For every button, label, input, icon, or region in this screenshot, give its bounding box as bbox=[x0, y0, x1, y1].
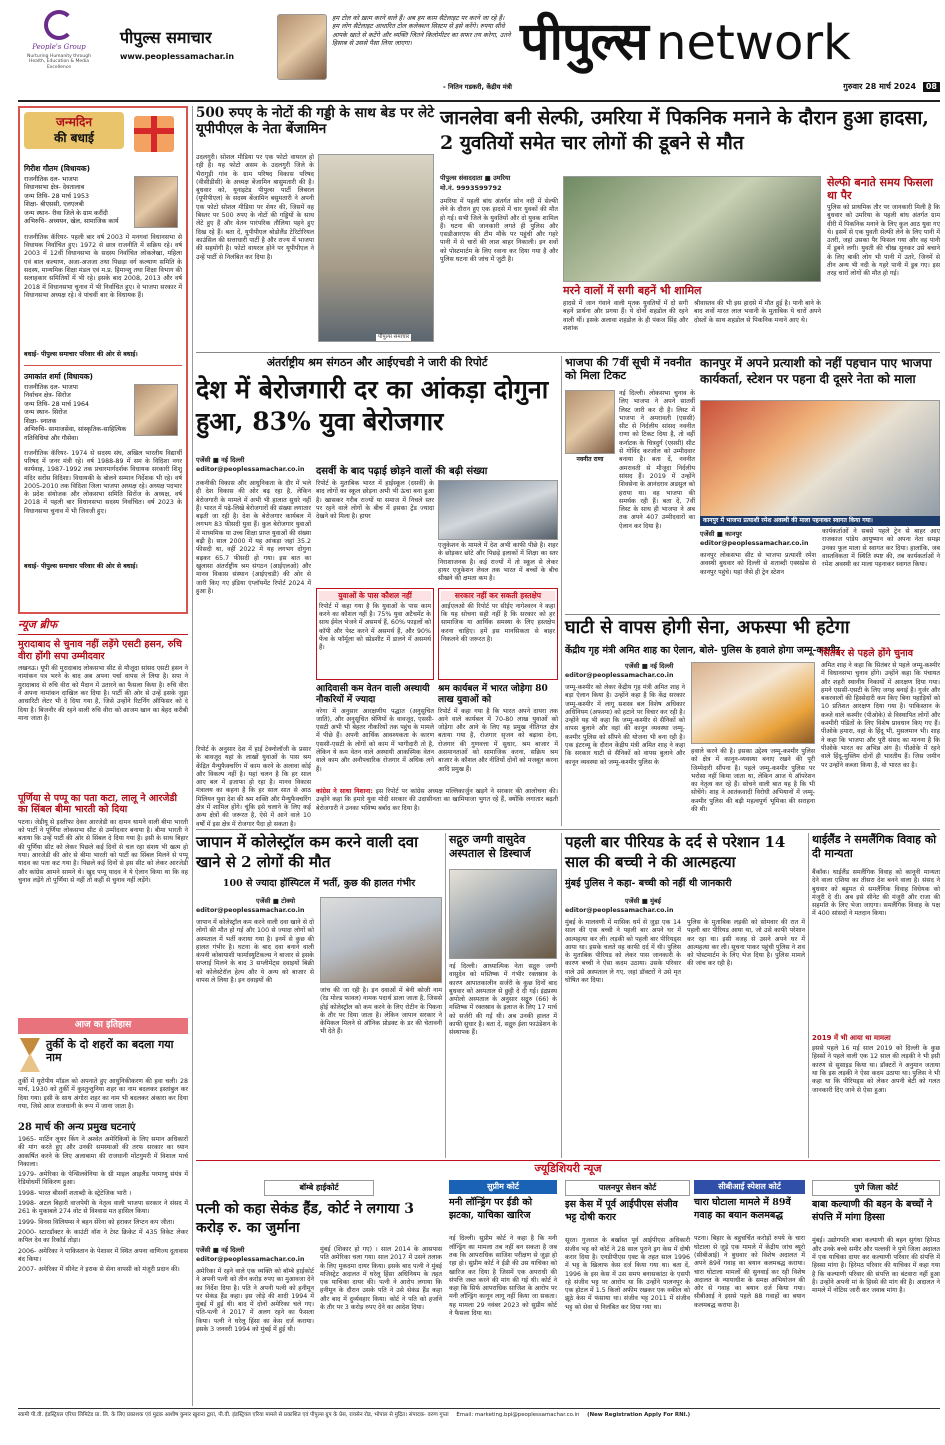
bombay-col2: मुंबई (शिकार हो गए) । साल 2014 के आसपास पति अमेरिका चला गया। साल 2017 में उसने तलाक के लिए मुकदमा दायर किया। इसके बाद पत्नी ने मुंबई मजिस्ट्रेट अदालत में घरेलू हिंसा अधिनियम के तहत एक याचिका दायर की। पत्नी ने आरोप लगाया कि हनीमून के दौरान उसके पति ने उसे सेकंड हैंड कहा और बाद में दुर्व्यवहार किया। कोर्ट ने पति को हर्जाने के तौर पर 3 करोड़ रुपए देने का आदेश दिया। bbox=[320, 1246, 442, 1312]
cholesterol-col1: जापान में कोलेस्ट्रॉल कम करने वाली दवा खाने से दो लोगों की मौत हो गई और 100 से ज्यादा लोगों को अस्पताल में भर्ती कराया गया है। इनमें से कुछ की हालत गंभीर है। घटना के बाद दवा बनाने वाली कंपनी कोबायाशी फार्मास्युटिकल्स ने बाजार से इसके सप्लाई मिलने के बाद 3 सप्लीमेंट्स दवाइयों बिक्री को कोलेस्टेरॉल हेल्प और ये अन्य को बाजार से वापस ले लिया है। इन दवाइयों की bbox=[196, 919, 314, 985]
brief-item-1-title: मुरादाबाद से चुनाव नहीं लड़ेंगे एसटी हसन, रुचि वीरा होंगी सपा उम्मीदवार bbox=[18, 639, 182, 662]
tribal-box-body: नरेगा में अनुसार आरक्षणीय पद्धात (अनुसूचित जाति), और अनुसूचित श्रेणियों के वावजूद, एससी-एसटी अभी भी बेहतर नौकरियों तक पहुंच के मामले में पीछे हैं। अपनी आर्थिक आवश्यकता के कारण एससी-एसटी के लोगों को काम में भागीदारी तो है, लेकिन ये कम वेतन वाले अस्थायी आकस्मिक वेतन वाले काम और अनौपचारिक रोजगार में अधिक लगे हैं। bbox=[316, 707, 434, 773]
bombay-headline: पत्नी को कहा सेकंड हैंड, कोर्ट ने लगाया 3 करोड़ रु. का जुर्माना bbox=[196, 1201, 415, 1236]
uppl-headline: 500 रुपए के नोटों की गड्डी के साथ बेड पर लेटे यूपीपीएल के नेता बेंजामिन bbox=[196, 105, 435, 137]
group-name: People's Group bbox=[32, 43, 86, 51]
supreme-story bbox=[449, 1180, 557, 1405]
kashmir-side-body: अमित शाह ने कहा कि सितंबर से पहले जम्मू-कश्मीर में विधानसभा चुनाव होंगे। उन्होंने कहा कि पंचायत और शहरी स्थानीय निकायों में आरक्षण दिया गया। हमने एससी-एसटी के लिए जगह बनाई है। गुर्जर और बकरवालों की हिस्सेदारी कम किए बिना पहाड़ियों को 10 प्रतिशत आरक्षण दिया गया है। पाकिस्तान के कब्जे वाले कश्मीर (पीओके) से विस्थापित लोगों और कश्मीरी पंडितों के लिए विशेष प्रावधान किए गए हैं। पीओके हमारा, वहां के हिंदू भी, मुसलमान भी। शाह ने कहा कि भाजपा और पूरी संसद का मानना है कि पीओके भारत का अभिन्न अंग है। पीओके में रहने वाले हिंदू-मुस्लिम दोनों ही भारतीय हैं। जिस जमीन पर उन्होंने कब्जा किया है, वो भारत का है। bbox=[821, 662, 940, 769]
history-event: 2006- अमेरिका ने पाकिस्तान के पेशावर में स्थित अपना वाणिज्य दूतावास बंद किया। bbox=[18, 1247, 188, 1263]
supreme-tag: सुप्रीम कोर्ट bbox=[449, 1180, 557, 1194]
unemployment-story bbox=[196, 356, 558, 826]
network-title-en: network bbox=[656, 15, 851, 71]
hourglass-icon bbox=[20, 1038, 40, 1072]
p1-detail: विधानसभा क्षेत्र- देवतालाब bbox=[24, 184, 85, 192]
birthday-person1-bio: राजनीतिक कॅरियर- पहली बार वर्ष 2003 में मनगवां विधानसभा से विधायक निर्वाचित हुए। 1972 से छात्र राजनीति में सक्रिय रहे। वर्ष 2003 में 12वीं विधानसभा के सदस्य निर्वाचित लोकलेखा, महिला एवं बाल कल्याण, अजा-अजजा तथा पिछड़ा वर्ग कल्याण समिति के सदस्य, मान्यमिक शिक्षा मंडल एवं म.प्र. हिमान्शु तथा शिक्षा विभाग की सलाहकार समितियों में भी रहे। इसके बाद 2008, 2013 और वर्ष 2018 में विधानसभा चुनाव में भी निर्वाचित हुए। वे भाजपा सरकार में विधानसभा अध्यक्ष रहे। वे पांचवीं बार के विधायक हैं। bbox=[24, 233, 182, 299]
jaggi-body: नई दिल्ली। आध्यात्मिक नेता सद्गुरु जग्गी वासुदेव को मस्तिष्क में गंभीर रक्तस्राव के कारण आपातकालीन सर्जरी के कुछ दिनों बाद बुधवार को अस्पताल से छुट्टी दे दी गई। इंद्रप्रस्थ अपोलो अस्पताल के अनुसार सद्गुरु (66) के मस्तिष्क में रक्तस्राव के इलाज के लिए 17 मार्च को सर्जरी की गई थी। अब उनकी हालत में काफी सुधार है। बता दें, सद्गुरु ईशा फाउंडेशन के संस्थापक हैं। bbox=[449, 963, 557, 1037]
birthday-person2-name: उमाकांत शर्मा (विधायक) bbox=[24, 371, 93, 381]
news-brief-section bbox=[18, 618, 188, 1013]
cholesterol-subheadline: 100 से ज्यादा हॉस्पिटल में भर्ती, कुछ की हालत गंभीर bbox=[222, 878, 416, 889]
palanpur-story bbox=[565, 1180, 690, 1405]
footer bbox=[18, 1408, 940, 1440]
birthday-person1-photo bbox=[134, 176, 178, 228]
p1-detail: जन्म स्थान- रीवा जिले के ग्राम करौंदी bbox=[24, 209, 108, 217]
judiciary-header bbox=[196, 1160, 940, 1178]
palanpur-headline: इस केस में पूर्व आईपीएस संजीव भट्ट दोषी करार bbox=[565, 1199, 678, 1223]
kanpur-story bbox=[700, 356, 940, 612]
p2-detail: अभिरुचि- सामाजसेवा, सांस्कृतिक-साहित्यिक गतिविधियां और गौसेवा। bbox=[24, 426, 127, 442]
news-brief-label: न्यूज ब्रीफ bbox=[18, 618, 188, 635]
p2-detail: जन्म स्थान- सिरोंज bbox=[24, 409, 67, 417]
date-line bbox=[795, 82, 940, 96]
network-title bbox=[520, 8, 940, 92]
p2-detail: राजनीतिक दल- भाजपा bbox=[24, 383, 78, 391]
period-col1: मुंबई के मालवणी में मासिक धर्म से जुड़ा एक 14 साल की एक बच्ची ने पहली बार अपने घर में आत्महत्या कर ली। लड़की को पहली बार पीरियड्स आया था। इसके चलते वह काफी दर्द में थी। पुलिस के मुताबिक पीरियड को लेकर पास जानकारी के कारण बच्ची ने ऐसा कदम उठाया। उसके परिवार वाले उसे अस्पताल ले गए, जहां डॉक्टरों ने उसे मृत घोषित कर दिया। bbox=[565, 919, 681, 985]
uppl-story bbox=[196, 106, 436, 351]
workforce-box-body: रिपोर्ट में कहा गया है कि भारत अपने दायरा तक आने वाले कार्यबल में 70-80 लाख युवाओं को जोड़ेगा और आने के लिए यह प्रमुख नीतिगत क्षेत्र बताया गया है, रोजगार सृजन को बढ़ावा देना, रोजगार की गुणवत्ता में सुधार, श्रम बाजार में असमानताओं को सामाजिक करना, सक्रिय श्रम बाजार के कौशल और नीतियों दोनों को मजबूत करना आदि प्रमुख हैं। bbox=[438, 707, 558, 773]
birthday-banner-line2: की बधाई bbox=[54, 130, 94, 145]
issue-date: गुरुवार 28 मार्च 2024 bbox=[843, 82, 917, 91]
p1-detail: जन्म तिथि- 28 मार्च 1953 bbox=[24, 192, 90, 200]
selfie-story bbox=[440, 106, 940, 351]
history-label: आज का इतिहास bbox=[18, 1018, 188, 1034]
selfie-body: उमरिया में पहली बांध अंतर्गत सोन नदी में सेल्फी लेने के दौरान हुए एक हादसे में चार युवकों की मौत हो गई। सभी जिले के युवतियों और दो युवक शामिल हैं। घटना की जानकारी लगते ही पुलिस और एसडीआरएफ की टीम मौके पर पहुंची और गहरे पानी में से चारों की लाश बाहर निकाली। इन शवों को पोस्टमार्टम के लिए रवाना कर दिया गया है और पुलिस घटना की जांच में जुटी है। bbox=[440, 198, 558, 264]
skills-box-body: रिपोर्ट में कहा गया है कि युवाओं के पास काम करने का कौशल नहीं है। 75% युवा अटैचमेंट के साथ ईमेल भेजने में असमर्थ हैं, 60% फाइलों को कॉपी और पेस्ट करने में असमर्थ हैं, और 90% फेंच के फॉर्मूला को स्प्रेडशीट में डालने में असमर्थ हैं। bbox=[319, 602, 431, 652]
kashmir-col2: हवाले करने की है। इसका उद्देश्य जम्मू-कश्मीर पुलिस को क्षेत्र में कानून-व्यवस्था बनाए रखने की पूरी जिम्मेदारी सौंपना है। पहले जम्मू-कश्मीर पुलिस पर भरोसा नहीं किया जाता था, लेकिन आज ये ऑपरेशन का नेतृत्व कर रहे हैं। सोचने वाली बात यह है कि भी सोचेंगे। शाह ने आतंकवादी विरोधी अभियानों में जम्मू-कश्मीर पुलिस की बढ़ी महत्वपूर्ण भूमिका की सराहना की थी। bbox=[691, 748, 815, 814]
period-col2: पुलिस के मुताबिक लड़की को सोमवार की रात में पहली बार पीरियड आया था, जो उसे काफी परेशान कर रहा था। इसी वजह से उसने अपने घर में आत्महत्या कर ली। सूचना पाकर पहुंची पुलिस ने शव को पोस्टमार्टम के लिए भेज दिया है। पुलिस मामले की जांच कर रही है। bbox=[687, 919, 805, 968]
pune-body: मुंबई। उद्योगपति बाबा कल्याणी की बहन सुगंधा हिरेमठ और उनके बच्चे समीर और पल्लवी ने पुणे जिला अदालत में एक याचिका दायर कर कल्याणी परिवार की संपत्ति में हिस्सा मांगा है। हिरेमठ परिवार की याचिका में कहा गया है कि कल्याणी परिवार की संपत्ति का बंटवारा नहीं हुआ है। उन्होंने अपनी मां के हिस्से की मांग की है। अदालत ने मामले में नोटिस जारी कर जवाब मांगा है। bbox=[812, 1237, 940, 1295]
unemployment-subheadline: दसवीं के बाद पढ़ाई छोड़ने वालों की बढ़ी संख्या bbox=[316, 466, 488, 477]
p1-detail: शिक्षा- बीएससी, एलएलबी bbox=[24, 201, 84, 209]
selfie-side-title: सेल्फी बनाते समय फिसला था पैर bbox=[827, 176, 933, 203]
navneet-body: नई दिल्ली। लोकसभा चुनाव के लिए भाजपा ने अपने सातवीं लिस्ट जारी कर दी है। लिस्ट में भाजपा ने अमरावती (एससी) सीट से निर्दलीय सांसद नवनीत राणा को टिकट दिया है, तो वहीं कर्नाटक के चित्रदुर्ग (एससी) सीट से गोविंद करजोल को उम्मीदवार बनाया है। बता दें, नवनीत अमरावती से मौजूदा निर्दलीय सांसद हैं। 2019 में उन्होंने शिवसेना के आनंदराव अडसुल को हराया था। वह भाजपा की समर्थक रही हैं। बता दें, 7वीं लिस्ट के साथ ही भाजपा ने अब तक अपने 407 उम्मीदवारों का ऐलान कर दिया है। bbox=[619, 390, 695, 530]
thailand-body: इससे पहले 16 मई साल 2019 को दिल्ली के कुछ हिस्सों ने पहले वाली एक 12 साल की लड़की ने भी इसी कारण से सुसाइड किया था। डॉक्टरों ने अनुमान जताया था कि इस लड़की ने ऐसा कदम उठाया था। पुलिस ने भी कहा था कि पीरियड्स को लेकर अपनी बेटी को गलत जानकारी दिए जाने से ऐसा हुआ। bbox=[812, 1045, 940, 1094]
kashmir-headline: घाटी से वापस होगी सेना, अफस्पा भी हटेगा bbox=[565, 617, 850, 638]
vertical-rule bbox=[561, 356, 562, 826]
selfie-side-body: पुलिस को प्राथमिक तौर पर जानकारी मिली है कि बुधवार को उमरिया के पहली बांध अंतर्गत ग्राम वीरी में पिकनिक मनाने के लिए कुल आठ युवा गए थे। इसमें से एक युवती सेल्फी लेने के लिए पानी में उतरी, जहां उसका पैर फिसल गया और वह पानी में डूबने लगी। युवती की चीख सुनकर उसे बचाने के लिए बाकी लोग भी पानी में उतरे, जिनमें से तीन अन्य भी नदी के गहरे पानी में डूब गए। इस तरह चारों लोगों की मौत हो गई। bbox=[827, 204, 940, 278]
period-byline: एजेंसी ■ मुंबई bbox=[625, 897, 661, 905]
jaggi-headline: सद्गुरु जग्गी वासुदेव अस्पताल से डिस्चार्ज bbox=[449, 833, 531, 861]
pune-tag: पुणे जिला कोर्ट bbox=[812, 1180, 940, 1196]
history-events bbox=[18, 1136, 188, 1398]
navneet-photo bbox=[565, 390, 615, 454]
history-event: 1965- मार्टिन लूथर किंग ने अश्वेत अमेरिकियों के लिए समान अधिकारों की मांग करते हुए और उनकी समस्याओं की तरफ सरकार का ध्यान आकर्षित करने के लिए अलाबामा की राजधानी मोंटगुमरी में विशाल मार्च निकाला। bbox=[18, 1136, 188, 1168]
period-headline: पहली बार पीरियड के दर्द से परेशान 14 साल की बच्ची ने की आत्महत्या bbox=[565, 833, 786, 871]
congress-label: कांग्रेस ने साधा निशाना: bbox=[316, 788, 373, 795]
bombay-byline: एजेंसी ■ नई दिल्ली bbox=[196, 1246, 245, 1254]
cholesterol-col2: जांच की जा रही है। इन दवाओं में बेनी कोजी नाम (रेड मोल्ड फावल) नामक पदार्थ डाला जाता है, जिससे होई कोलेस्ट्रॉल को कम करने के लिए रोटीन के पिकना के तौर पर दिया जाता है। लेकिन जापान सरकार ने केमिकल मिलने से ऑनिक प्रोडक्ट के डर की चेतावनी भी देते हैं। bbox=[320, 987, 442, 1036]
selfie-byline: पीपुल्स संवाददाता ■ उमरिया bbox=[440, 174, 511, 182]
p1-detail: अभिरुचि- अध्ययन, खेल, सामाजिक कार्य bbox=[24, 218, 119, 226]
unemployment-photo bbox=[438, 480, 558, 540]
cholesterol-photo bbox=[320, 897, 442, 983]
workforce-box bbox=[438, 684, 558, 784]
history-intro: तुर्की में यूरोपीय मॉडल को अपनाते हुए आधुनिकीकरण की हवा चली। 28 मार्च, 1930 को तुर्की में कुस्तुन्तुनिया शहर का नाम बदलकर इस्तांबुल कर दिया गया। इसी के साथ अंगोरा शहर का नाम भी बदलकर अंकारा कर दिया गया, जिसे आज राजधानी के रूप में जाना जाता है। bbox=[18, 1078, 188, 1110]
kanpur-headline: कानपुर में अपने प्रत्याशी को नहीं पहचान पाए भाजपा कार्यकर्ता, स्टेशन पर पहना दी दूसरे नेता को माला bbox=[700, 356, 932, 386]
kanpur-byline: एजेंसी ■ कानपुर bbox=[700, 530, 742, 538]
cholesterol-email: editor@peoplessamachar.co.in bbox=[196, 907, 305, 914]
kanpur-body-left: कानपुर लोकसभा सीट से भाजपा प्रत्याशी रमेश अवस्थी बुधवार को दिल्ली से शताब्दी एक्सप्रेस से कानपुर पहुंचे। यहां जैसे ही ट्रेन स्टेशन bbox=[700, 552, 816, 576]
birthday-person2-details bbox=[24, 384, 134, 444]
pune-headline: बाबा कल्याणी की बहन के बच्चों ने संपत्ति में मांगा हिस्सा bbox=[812, 1199, 933, 1223]
uppl-photo-credit: पीपुल्स समाचार bbox=[378, 334, 410, 340]
kanpur-photo-caption: कानपुर में भाजपा प्रत्याशी रमेश अवस्थी की माला पहनाकर स्वागत किया गया। bbox=[700, 516, 940, 526]
jaggi-story bbox=[449, 833, 557, 1158]
thailand-lower-text bbox=[812, 1034, 940, 1158]
history-others-title: 28 मार्च की अन्य प्रमुख घटनाएं bbox=[18, 1122, 136, 1133]
p1-detail: राजनीतिक दल- भाजपा bbox=[24, 175, 78, 183]
kashmir-byline: एजेंसी ■ नई दिल्ली bbox=[625, 662, 674, 670]
history-event: 1999- विनस विलियम्स ने बहन सेरेना को हराकर लिप्टन कप जीता। bbox=[18, 1218, 175, 1226]
minister-photo bbox=[277, 14, 327, 80]
cbi-body: पटना। बिहार के बहुचर्चित करोड़ों रुपये के चारा घोटाला से जुड़े एक मामले में केंद्रीय जांच ब्यूरो (सीबीआई) ने बुधवार को विशेष अदालत में अपने 89वें गवाह का बयान कलमबद्ध कराया। चारा घोटाला मामलों की सुनवाई कर रही विशेष अदालत के न्यायाधीश के समक्ष अभियोजन की ओर से गवाह का बयान दर्ज किया गया। सीबीआई ने इससे पहले 88 गवाहों का बयान कलमबद्ध कराया है। bbox=[694, 1235, 805, 1309]
kashmir-story bbox=[565, 618, 940, 826]
vertical-rule-4 bbox=[808, 833, 809, 1158]
palanpur-tag: पालनपुर सेशन कोर्ट bbox=[565, 1180, 690, 1196]
paper-url: www.peoplessamachar.in bbox=[120, 51, 235, 61]
unemployment-col3-top: रिपोर्ट के मुताबिक भारत में हाईस्कूल (दसवीं) के बाद लोगों का स्कूल छोड़ना अभी भी ऊंचा बना हुआ है। खासकर गरीब राज्यों या समाज में निचले स्तर पर रहने वाले लोगों के बीच में इसका ट्रेंड ज्यादा देखने को मिला है। हायर bbox=[316, 480, 434, 521]
jaggi-photo bbox=[449, 869, 557, 959]
group-logo bbox=[24, 10, 94, 96]
brief-item-1-body: लखनऊ। यूपी की मुरादाबाद लोकसभा सीट से मौजूदा सांसद एसटी हसन ने नामांकन पत्र भरने के बाद अब अपना पर्चा वापस ले लिया है। सपा ने मुरादाबाद से रुचि वीरा को मैदान में उतारने का फैसला किया है। रुचि वीरा ने अपना नामांकन दाखिल कर दिया है। पार्टी की ओर से उन्हें इसके जुड़ा आधारिटी लेटर भी दे दिया गया है, जिसे उन्होंने रिटर्निंग ऑफिसर को दे दिया है। बिजनौर की रहने वाली रुचि वीरा को आजम खान का बेहद करीबी माना जाता है। bbox=[18, 665, 188, 722]
period-story bbox=[565, 833, 805, 1158]
history-event: 1979- अमेरिका के पेन्सिलवेनिया के थ्री माइल आइलैंड परमाणु संयंत्र में रेडियोधर्मी विकिरण हुआ। bbox=[18, 1171, 188, 1187]
thailand-body-top: बैंकॉक। थाईलैंड समलैंगिक विवाह को कानूनी मान्यता देने वाला एशिया का तीसरा देश बनने वाला है। संसद ने बुधवार को बहुमत से समलैंगिक विवाह विधेयक को मंजूरी दे दी। अब इसे सीनेट की मंजूरी और राजा की सहमति के लिए भेजा जाएगा। समलैंगिक विवाह के पक्ष में 400 सांसदों ने मतदान किया। bbox=[812, 869, 940, 918]
bombay-col1: अमेरिका में रहने वाले एक व्यक्ति को बॉम्बे हाईकोर्ट ने अपनी पत्नी को तीन करोड़ रुपए का मुआवजा देने का निर्देश दिया है। पति ने अपनी पत्नी को हनीमून पर सेकंड हैंड कहा। इस जोड़े की शादी 1994 में मुंबई में हुई थी। बाद में दोनों अमेरिका चले गए। पति-पत्नी ने 2017 में अलग रहने का फैसला किया। पत्नी ने घरेलू हिंसा का केस दर्ज कराया। इसके 3 जनवरी 1994 को मुंबई में हुई थी। bbox=[196, 1268, 314, 1334]
selfie-headline: जानलेवा बनी सेल्फी, उमरिया में पिकनिक मनाने के दौरान हुआ हादसा, 2 युवतियों समेत चार लोगों की डूबने से मौत bbox=[440, 107, 929, 154]
birthday-person1-wish: बधाई- पीपुल्स समाचार परिवार की ओर से बधाई। bbox=[24, 350, 138, 358]
supreme-body: नई दिल्ली। सुप्रीम कोर्ट ने कहा है कि मनी लॉन्ड्रिंग का मामला तब नहीं बन सकता है जब तक कि आपराधिक साजिश परीक्षण से जुड़ा हो रहा हो। सुप्रीम कोर्ट ने ईडी की उस याचिका को खारिज कर दिया है जिसमें एक अपराधी की संपत्ति जब्त करने की मांग की गई थी। कोर्ट ने कहा कि सिर्फ आपराधिक साजिश के आरोप पर मनी लॉन्ड्रिंग कानून लागू नहीं किया जा सकता। यह मामला 29 नवंबर 2023 को सुप्रीम कोर्ट ने फैसला दिया था। bbox=[449, 1235, 557, 1318]
palanpur-body: सूरत। गुजरात के बर्खास्त पूर्व आईपीएस अधिकारी संजीव भट्ट को कोर्ट ने 28 साल पुराने ड्रग केस में दोषी करार दिया है। एनडीपीएस एक्ट के तहत साल 1996 में भट्ट के खिलाफ केस दर्ज किया गया था। बता दें, 1996 के इस केस में उस समय बनासकांठा के एसपी रहे संजीव भट्ट पर आरोप था कि उन्होंने पालनपुर के एक होटल में 1.5 किलो अफीम रखकर एक वकील को झूठे केस में फंसाया था। संजीव भट्ट 2011 में संजीव भट्ट को सेवा से निलंबित कर दिया गया था। bbox=[565, 1237, 690, 1311]
history-event: 2000- स्टारडॉक्टर के काउंटी वॉश ने टेस्ट क्रिकेट में 435 विकेट लेकर कपिल देव का रिकॉर्ड तोड़ा। bbox=[18, 1228, 188, 1245]
judiciary-label: ज्यूडिशियरी न्यूज bbox=[526, 1162, 609, 1175]
section-rule-3 bbox=[196, 829, 940, 830]
birthday-section bbox=[18, 106, 188, 614]
thailand-headline: थाईलैंड ने समलैंगिक विवाह को दी मान्यता bbox=[812, 833, 937, 861]
govt-box-body: आईएलओ की रिपोर्ट पर सीईए नागेश्वरन ने कहा कि यह सोचना सही नहीं है कि सरकार को हर सामाजिक या आर्थिक समस्या के लिए हस्तक्षेप करना चाहिए। हमें इस मानसिकता से बाहर निकलने की जरूरत है। bbox=[441, 602, 555, 643]
tribal-box-title: आदिवासी कम वेतन वाली अस्थायी नौकरियों में ज्यादा bbox=[316, 684, 430, 705]
cholesterol-byline: एजेंसी ■ टोक्यो bbox=[256, 897, 296, 905]
masthead-rule bbox=[18, 100, 940, 102]
history-headline: तुर्की के दो शहरों का बदला गया नाम bbox=[46, 1038, 174, 1065]
unemployment-col2-lower: रिपोर्ट के अनुसार देश में हाई टेक्नोलॉजी के प्रसार के बावजूद यहां के लाखों युवाओं के पास श्रम केंद्रित मैन्युफैक्चरिंग में काम करने के अलावा कोई और विकल्प नहीं है। यहां चलन है कि हर साल आए बल में इजाफा हो रहा है। मानव विकास मंत्रालय का कहना है कि हर साल सात से आठ मिलियन युवा देश की श्रम शक्ति और मैन्युफैक्चरिंग क्षेत्र में शामिल होंगे। चूंकि इसे चलाने के लिए कई अन्य क्षेत्रों की जरूरत है, ऐसे में आने वाले 10 वर्षों में इस क्षेत्र में रोजगार पैदा हो सकता है। bbox=[196, 746, 311, 828]
navneet-story bbox=[565, 356, 695, 612]
unemployment-col1: तकनीकी विकास और आधुनिकता के दौर में भले ही देश विकास की ओर बढ़ रहा है, लेकिन बेरोजगारी के मामले में अभी भी हालात सुधरे नहीं हैं। भारत में पढ़े-लिखे बेरोजगारों की संख्या लगातार बढ़ती जा रही है। देश के बेरोजगार कार्यबल में लगभग 83 फीसदी युवा हैं। कुल बेरोजगार युवाओं में माध्यमिक या उच्च शिक्षा प्राप्त युवाओं की संख्या बढ़ी है। साल 2000 में यह आंकड़ा जहां 35.2 फीसदी था, वहीं 2022 में यह लगभग दोगुना बढ़कर 65.7 फीसदी हो गया। इस बात का खुलासा अंतर्राष्ट्रीय श्रम संगठन (आईएलओ) और मानव विकास संस्थान (आईएचडी) की ओर से जारी किए गए इंडिया एंप्लॉयमेंट रिपोर्ट 2024 में हुआ है। bbox=[196, 480, 311, 595]
navneet-caption: नवनीत राणा bbox=[576, 456, 604, 463]
birthday-banner bbox=[24, 112, 124, 149]
p2-detail: शिक्षा- स्नातक bbox=[24, 417, 57, 425]
group-tagline: Nurturing Humanity through Health, Education & Media Excellence bbox=[27, 54, 91, 70]
selfie-mobile: मो.नं. 9993599792 bbox=[440, 184, 502, 192]
kashmir-col1: जम्मू-कश्मीर को लेकर केंद्रीय गृह मंत्री अमित शाह ने बड़ा ऐलान किया है। उन्होंने कहा है कि केंद्र सरकार जम्मू-कश्मीर में लागू सशस्त्र बल विशेष अधिकार अधिनियम (अफस्पा) को हटाने पर विचार कर रही है। उन्होंने यह भी कहा कि जम्मू-कश्मीर से सैनिकों को वापस बुलाने और वहां की कानून व्यवस्था जम्मू-कश्मीर पुलिस को सौंपने की योजना भी बना रही है। एक इंटरव्यू के दौरान केंद्रीय मंत्री अमित शाह ने कहा कि सरकार घाटी से सैनिकों को वापस बुलाने और कानून व्यवस्था को जम्मू-कश्मीर पुलिस के bbox=[565, 684, 685, 766]
history-event: 1998- भारत बीसवीं शताब्दी के स्ट्रेटेजिक भारी । bbox=[18, 1189, 132, 1197]
section-rule bbox=[196, 352, 940, 353]
period-email: editor@peoplessamachar.co.in bbox=[565, 907, 674, 914]
unemployment-byline: एजेंसी ■ नई दिल्ली bbox=[196, 456, 245, 464]
quote-author: - नितिन गडकरी, केंद्रीय मंत्री bbox=[442, 83, 512, 91]
congress-body: इस रिपोर्ट पर कांग्रेस अध्यक्ष मल्लिकार्जुन खड़गे ने सरकार की आलोचना की। उन्होंने कहा कि हमारे युवा मोदी सरकार की उदासीनता का खामियाजा भुगत रहे हैं, क्योंकि लगातार बढ़ती बेरोजगारी ने उनका भविष्य बर्बाद कर दिया है। bbox=[316, 788, 558, 812]
cholesterol-headline: जापान में कोलेस्ट्रॉल कम करने वाली दवा खाने से 2 लोगों की मौत bbox=[196, 833, 419, 871]
navneet-headline: भाजपा की 7वीं सूची में नवनीत को मिला टिकट bbox=[565, 356, 692, 383]
kashmir-subheadline: केंद्रीय गृह मंत्री अमित शाह का ऐलान, बोले- पुलिस के हवाले होगा जम्मू-कश्मीर bbox=[565, 645, 840, 656]
cholesterol-story bbox=[196, 833, 442, 1158]
govt-box bbox=[438, 588, 558, 680]
brief-item-2-body: पटना। जेडीयू से इस्तीफा देकर आरजेडी का दामन थामने वाली बीमा भारती को पार्टी ने पूर्णिया लोकसभा सीट से उम्मीदवार बनाया है। बीमा भारती ने बताया कि उन्हें पार्टी की ओर से सिंबल दे दिया गया है। इसी के साथ बिहार की पूर्णिया सीट को लेकर पिछले कई दिनों से चल रहा संशय भी खत्म हो गया। आरजेडी की ओर से बीमा भारती को पार्टी का सिंबल मिलने से पप्पू यादव का पता कट गया है। पिछले कई दिनों से इस सीट को लेकर आरजेडी और कांग्रेस आमने सामने थे। खुद पप्पू यादव ने ये ऐलान किया था कि वह चुनाव लड़ेंगे तो पूर्णिया से नहीं तो कहीं से चुनाव नहीं लड़ेंगे। bbox=[18, 818, 188, 884]
footer-reg-note: (New Registration Apply For RNI.) bbox=[587, 1412, 691, 1418]
workforce-box-title: श्रम कार्यबल में भारत जोड़ेगा 80 लाख युवाओं को bbox=[438, 684, 548, 705]
kanpur-email: editor@peoplessamachar.co.in bbox=[700, 540, 809, 547]
vertical-rule-3 bbox=[561, 833, 562, 1158]
selfie-subhead: मरने वालों में सगी बहनें भी शामिल bbox=[563, 284, 702, 297]
vertical-rule-2 bbox=[445, 833, 446, 1158]
section-rule-2 bbox=[565, 614, 940, 615]
skills-box-title: युवाओं के पास कौशल नहीं bbox=[319, 591, 431, 601]
govt-box-title: सरकार नहीं कर सकती हस्तक्षेप bbox=[441, 591, 555, 601]
cbi-tag: सीबीआई स्पेशल कोर्ट bbox=[694, 1180, 805, 1194]
history-event: 1998- अटल बिहारी वाजपेयी के नेतृत्व वाली भाजपा सरकार ने संसद में 261 के मुकाबले 274 वोट से विश्वास मत हासिल किया। bbox=[18, 1200, 188, 1216]
birthday-person2-photo bbox=[134, 384, 178, 436]
uppl-photo bbox=[318, 154, 434, 342]
unemployment-headline: देश में बेरोजगारी दर का आंकड़ा दोगुना हुआ, 83% युवा बेरोजगार bbox=[196, 375, 549, 436]
kashmir-side-title: सितंबर से पहले होंगे चुनाव bbox=[821, 648, 914, 659]
birthday-person2-wish: बधाई- पीपुल्स समाचार परिवार की ओर से बधाई। bbox=[24, 562, 138, 570]
unemployment-kicker: अंतर्राष्ट्रीय श्रम संगठन और आईएचडी ने जारी की रिपोर्ट bbox=[266, 356, 488, 369]
birthday-person2-bio: राजनीतिक कॅरियर- 1974 से सदस्य संघ, अखिल भारतीय विद्यार्थी परिषद में जनर मंत्री रहे। वर्ष 1988-89 में सम के विदिशा नगर कार्यवाह, 1987-1992 तक प्रचारमार्गदर्शक विधायक सरकारी शिशु मंदिर सरोंस विदिशा। विधायकी के बोलने सम्मान निर्देशक भी रहे। वर्ष 2005-2010 तक विदिशा जिला भाजपा अध्यक्ष रहे। अध्यक्ष पदभार के प्रदेश संयोजक और लोकसभा समिति सिरोंज के अध्यक्ष, वर्ष 2018 में पहली बार विधानसभा सदस्य निर्वाचित। वर्ष 2023 के विधानसभा चुनाव में भी जिवजी हुए। bbox=[24, 449, 182, 515]
bombay-story bbox=[196, 1180, 442, 1405]
column-divider bbox=[192, 106, 193, 1406]
footer-email: Email: marketing.bpl@peoplessamachar.co.in bbox=[456, 1412, 580, 1418]
paper-logo bbox=[120, 28, 270, 78]
selfie-photo bbox=[563, 176, 821, 282]
p2-detail: निर्वाचन क्षेत्र- सिरोंज bbox=[24, 392, 71, 400]
history-event: 2007- अमेरिका में सीनेट ने इराक से सेना वापसी को मंजूरी प्रदान की। bbox=[18, 1266, 180, 1274]
bombay-email: editor@peoplessamachar.co.in bbox=[196, 1256, 305, 1263]
selfie-sub-body-left: हादसे में जान गंवाने वाली मृतक युवतियों में दो सगी बहनें प्रार्थना और प्रगया हैं। ये दोनों शहडोल की रहने वाली थीं। इसके अलावा शहडोल के ही पंकज सिंह और शशांक bbox=[563, 300, 688, 332]
page-number: 08 bbox=[923, 82, 940, 92]
thailand-caption: 2019 में भी आया था मामला bbox=[812, 1034, 891, 1042]
period-subheadline: मुंबई पुलिस ने कहा- बच्ची को नहीं थी जानकारी bbox=[565, 878, 732, 889]
kanpur-photo bbox=[700, 400, 940, 524]
brief-item-2-title: पूर्णिया से पप्पू का पता कटा, लालू ने आरजेडी का सिंबल बीमा भारती को दिया bbox=[18, 793, 177, 816]
group-logo-icon bbox=[44, 10, 74, 40]
birthday-person1-details bbox=[24, 176, 129, 227]
unemployment-email: editor@peoplessamachar.co.in bbox=[196, 466, 305, 473]
kashmir-photo bbox=[691, 662, 815, 744]
selfie-sub-body-right: श्रीवास्तव की भी इस हादसे में मौत हुई है। पानी बाने के बाद शवों मारत लाल भवानी के मुताबिक ये चारों अपने दोस्तों के साथ शहडोल से पिकनिक मनाने आए थे। bbox=[694, 300, 821, 324]
p2-detail: जन्म तिथि- 28 मार्च 1964 bbox=[24, 400, 90, 408]
quote-text: हम टोल को ख़त्म करने वाले हैं। अब हम काम सैटेलाइट पर करने जा रहे हैं। हम लोग सैटेलाइट आधारित टोल कलेक्शन सिस्टम से इसे करेंगे। रुपया सीधे आपके खाते से कटेंगे और व्यक्ति जितने किलोमीटर का सफर तय करेगा, उतने हिसाब से उससे पैसा लिया जाएगा। bbox=[332, 14, 511, 47]
footer-imprint: स्वामी पी.वी. इंडस्ट्रियल एरिया लिमिटेड प्रा. लि. के लिए प्रकाशक एवं मुद्रक आशीष कुमार खुराना द्वारा, पी.वी. इंडस्ट्रियल एरिया मामले से प्रकाशित एवं पीपुल्स ग्रुप के प्रेस, रायसेन रोड, भोपाल से मुद्रित। संपादक- वरुण गुप्ता bbox=[18, 1412, 449, 1418]
tribal-box bbox=[316, 684, 434, 784]
uppl-body: उदलगुरी। सोशल मीडिया पर एक फोटो वायरल हो रही है। यह फोटो असम के उदलगुरी जिले के भैरागुड़ी गांव के ग्राम परिषद विकास परिषद (वीसीडीसी) के अध्यक्ष बेंजामिन बासुमतारी की है। बुधवार को, यूनाइटेड पीपुल्स पार्टी लिबरल (यूपीपीएल) के सदस्य बेंजामिन बसुमतारी ने अपनी एक फोटो सोशल मीडिया पर शेयर की, जिसमें वह बिस्तर पर 500 रुपए के नोटों की गड्डियों के साथ लेटे हुए हैं और वेतन पारंपरिक तौलिया पहने हुए दिख रहे हैं। बता दें, यूपीपीएल बोडोलैंड टेरिटोरियल काउंसिल की सत्ताधारी पार्टी है और राज्य में भाजपा की सहयोगी है। फोटो वायरल होने पर यूपीपीएल ने उन्हें पार्टी से निलंबित कर दिया है। bbox=[196, 154, 314, 261]
congress-note bbox=[316, 788, 558, 824]
paper-name: पीपुल्स समाचार bbox=[120, 28, 212, 47]
kanpur-body-right: कार्यकर्ताओं ने सबसे पहले ट्रेन से बाहर आए राजकाज पांडेय आयुष्मान को अपना नेता समझ उनका फूल माला से स्वागत कर दिया। हालांकि, जब वास्तविकता में स्थिति स्पष्ट की, तब कार्यकर्ताओं ने रमेश अवस्थी का माला पहनाकर स्वागत किया। bbox=[822, 528, 940, 569]
quote-box bbox=[332, 14, 512, 96]
masthead bbox=[0, 0, 945, 100]
gift-icon bbox=[134, 116, 174, 152]
unemployment-col4-top: एजुकेशन के मामले में देश अभी काफी पीछे है। शहर के छोड़कर छोटे और पिछड़े इलाकों में शिक्षा का स्तर निराशाजनक है। कई राज्यों में तो स्कूल से लेकर हायर एजुकेशन लेवल तक भारत में बच्चों के बीच सीखने की क्षमता कम है। bbox=[438, 542, 558, 583]
cbi-headline: चारा घोटाला मामले में 89वें गवाह का बयान कलमबद्ध bbox=[694, 1197, 791, 1221]
skills-box bbox=[316, 588, 434, 680]
birthday-banner-line1: जन्मदिन bbox=[55, 115, 93, 129]
network-title-hindi: पीपुल्स bbox=[520, 11, 648, 72]
cbi-story bbox=[694, 1180, 805, 1405]
pune-story bbox=[812, 1180, 940, 1405]
birthday-person1-name: गिरीश गौतम (विधायक) bbox=[24, 164, 91, 173]
history-section bbox=[18, 1017, 188, 1405]
supreme-headline: मनी लॉन्ड्रिंग पर ईडी को झटका, याचिका खारिज bbox=[449, 1197, 533, 1221]
bombay-tag: बॉम्बे हाईकोर्ट bbox=[264, 1180, 374, 1196]
kashmir-email: editor@peoplessamachar.co.in bbox=[565, 672, 674, 679]
